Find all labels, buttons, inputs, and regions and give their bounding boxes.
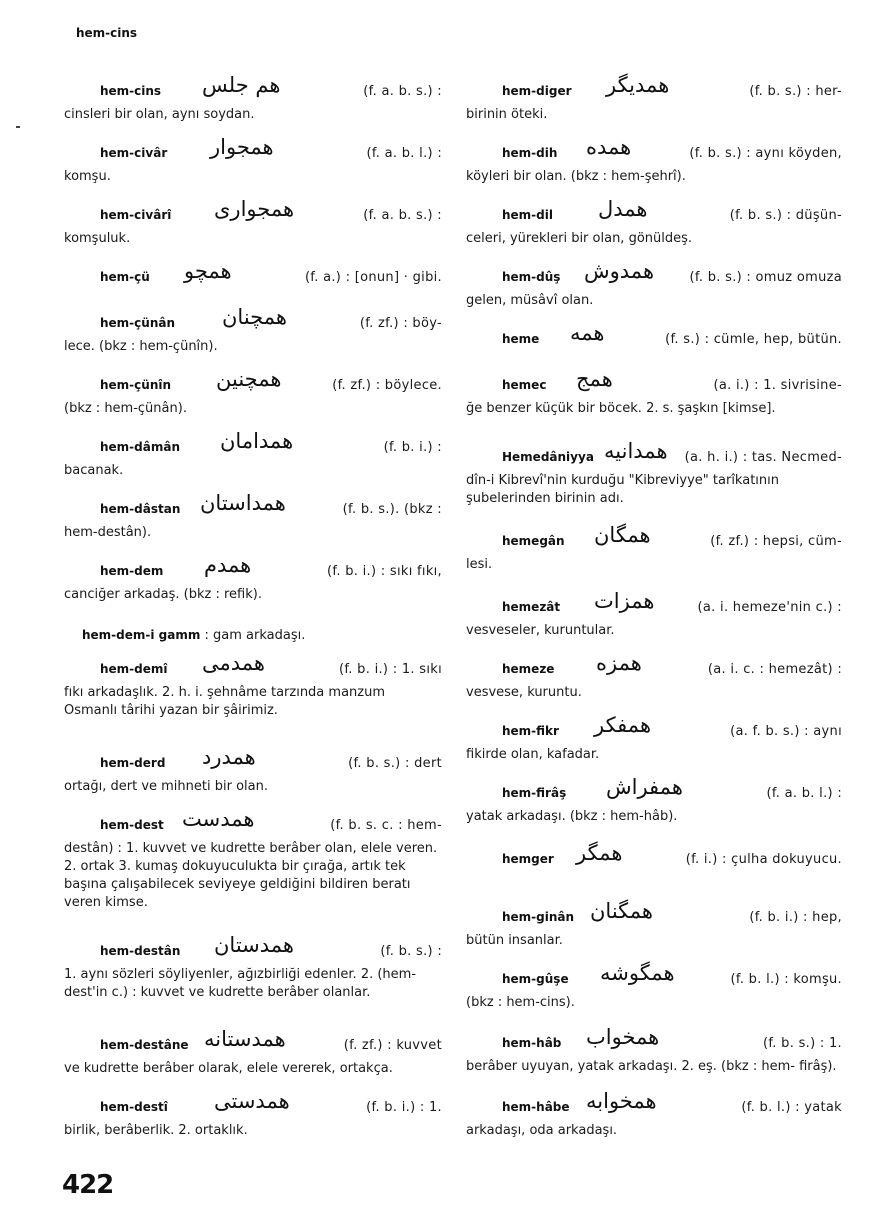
dictionary-entry <box>64 197 442 248</box>
arabic-script: همگوشه <box>600 961 675 985</box>
entry-header-line <box>466 197 842 226</box>
grammar-label: (f. b. s.) : 1. <box>762 1036 842 1051</box>
dictionary-entry <box>466 651 842 702</box>
headword: hem-gûşe <box>502 972 569 986</box>
headword: hem-destâne <box>100 1038 189 1052</box>
grammar-label: (a. i. c. : hemezât) : <box>707 662 842 677</box>
entry-header-line <box>466 259 842 288</box>
arabic-script: همزه <box>596 651 642 675</box>
dictionary-entry <box>64 651 442 720</box>
entry-header-line <box>466 367 842 396</box>
definition-text: : gam arkadaşı. <box>204 628 306 643</box>
entry-header-line <box>64 305 442 334</box>
headword: hem-ginân <box>502 910 575 924</box>
headword: hemger <box>502 852 554 866</box>
grammar-label: (f. b. l.) : yatak <box>741 1100 842 1115</box>
definition-text: lece. (bkz : hem-çünîn). <box>64 339 218 354</box>
grammar-label: (f. b. i.) : sıkı fıkı, <box>327 564 442 579</box>
definition-text: arkadaşı, oda arkadaşı. <box>466 1123 618 1138</box>
headword: hem-dem <box>100 564 164 578</box>
entry-header-line <box>64 1089 442 1118</box>
entry-header-line <box>64 807 442 836</box>
grammar-label: (f. b. i.) : hep, <box>749 910 842 925</box>
headword: hem-fikr <box>502 724 559 738</box>
headword: hem-dem-i gamm <box>82 628 201 642</box>
dictionary-entry <box>466 1089 842 1140</box>
definition-text: komşu. <box>64 169 111 184</box>
dictionary-entry <box>466 367 842 418</box>
definition-text: ve kudrette berâber olarak, elele vererek, ortakça. <box>64 1061 393 1076</box>
dictionary-entry <box>64 553 442 604</box>
dictionary-entry <box>466 135 842 186</box>
grammar-label: (f. s.) : cümle, hep, bütün. <box>665 332 842 347</box>
arabic-script: همدم <box>204 553 252 577</box>
definition-text: gelen, müsâvî olan. <box>466 293 594 308</box>
dictionary-entry <box>466 775 842 826</box>
definition-text: cinsleri bir olan, aynı soydan. <box>64 107 255 122</box>
headword: hem-hâbe <box>502 1100 570 1114</box>
dictionary-entry <box>466 713 842 764</box>
grammar-label: (f. a.) : [onun] · gibi. <box>304 270 442 285</box>
entry-header-line <box>466 523 842 552</box>
dictionary-entry <box>466 259 842 310</box>
entry-header-line <box>64 651 442 680</box>
headword: hemeze <box>502 662 555 676</box>
dictionary-entry <box>466 899 842 950</box>
dictionary-entry <box>466 589 842 640</box>
arabic-script: همدستان <box>214 933 294 957</box>
entry-header-line <box>64 491 442 520</box>
definition-text: vesvese, kuruntu. <box>466 685 582 700</box>
entry-header-line <box>64 135 442 164</box>
grammar-label: (f. b. s.) : her- <box>749 84 842 99</box>
dictionary-entry <box>64 1089 442 1140</box>
headword: hem-firâş <box>502 786 567 800</box>
arabic-script: همه <box>570 321 605 345</box>
grammar-label: (f. b. l.) : komşu. <box>730 972 842 987</box>
headword: hem-derd <box>100 756 166 770</box>
entry-header-line <box>466 439 842 468</box>
entry-header-line <box>64 73 442 102</box>
entry-header-line <box>466 1089 842 1118</box>
headword: hem-destî <box>100 1100 168 1114</box>
arabic-script: همدل <box>598 197 648 221</box>
dictionary-entry <box>64 429 442 480</box>
sub-entry <box>64 626 442 645</box>
arabic-script: همدوش <box>584 259 655 283</box>
headword: hem-dil <box>502 208 553 222</box>
entry-header-line <box>466 589 842 618</box>
headword: hem-dâmân <box>100 440 180 454</box>
margin-mark <box>16 126 20 128</box>
grammar-label: (f. b. s.). (bkz : <box>342 502 442 517</box>
headword: hemec <box>502 378 547 392</box>
grammar-label: (a. i.) : 1. sivrisine- <box>713 378 842 393</box>
arabic-script: همداستان <box>200 491 286 515</box>
definition-text: (bkz : hem-cins). <box>466 995 575 1010</box>
dictionary-entry <box>466 197 842 248</box>
headword: hem-çü <box>100 270 150 284</box>
grammar-label: (f. i.) : çulha dokuyucu. <box>685 852 842 867</box>
dictionary-entry <box>64 807 442 912</box>
definition-text: (bkz : hem-çünân). <box>64 401 187 416</box>
entry-header-line <box>466 651 842 680</box>
arabic-script: هم جلس <box>202 73 281 97</box>
dictionary-entry <box>466 1025 842 1076</box>
headword: hemegân <box>502 534 565 548</box>
arabic-script: همگان <box>594 523 651 547</box>
dictionary-entry <box>466 73 842 124</box>
arabic-script: همدامان <box>220 429 294 453</box>
grammar-label: (a. h. i.) : tas. Necmed- <box>684 450 842 465</box>
grammar-label: (f. a. b. l.) : <box>766 786 842 801</box>
entry-header-line <box>64 745 442 774</box>
page-number: 422 <box>62 1170 114 1200</box>
definition-text: canciğer arkadaş. (bkz : refik). <box>64 587 262 602</box>
arabic-script: همفکر <box>594 713 652 737</box>
entry-header-line <box>64 429 442 458</box>
entry-header-line <box>64 553 442 582</box>
definition-text: berâber uyuyan, yatak arkadaşı. 2. eş. (bkz : hem- firâş). <box>466 1059 837 1074</box>
entry-header-line <box>466 841 842 870</box>
headword: Hemedâniyya <box>502 450 594 464</box>
grammar-label: (f. b. i.) : 1. sıkı <box>338 662 442 677</box>
dictionary-entry <box>466 439 842 508</box>
arabic-script: همدرد <box>202 745 256 769</box>
definition-text: birlik, berâberlik. 2. ortaklık. <box>64 1123 248 1138</box>
entry-header-line <box>466 321 842 350</box>
headword: hem-destân <box>100 944 181 958</box>
dictionary-entry <box>466 523 842 574</box>
arabic-script: همج <box>576 367 613 391</box>
entry-header-line <box>466 961 842 990</box>
dictionary-entry <box>64 73 442 124</box>
dictionary-entry <box>64 367 442 418</box>
grammar-label: (f. b. i.) : <box>383 440 442 455</box>
grammar-label: (f. b. s.) : omuz omuza <box>689 270 842 285</box>
arabic-script: همچنین <box>216 367 282 391</box>
headword: hem-demî <box>100 662 168 676</box>
arabic-script: همخواب <box>586 1025 660 1049</box>
arabic-script: همجوار <box>210 135 274 159</box>
entry-header-line <box>64 259 442 288</box>
grammar-label: (f. zf.) : hepsi, cüm- <box>710 534 842 549</box>
headword: hem-dih <box>502 146 558 160</box>
definition-text: bacanak. <box>64 463 124 478</box>
arabic-script: همچو <box>184 259 232 283</box>
grammar-label: (f. b. s.) : dert <box>348 756 442 771</box>
headword: hemezât <box>502 600 561 614</box>
headword: hem-dûş <box>502 270 561 284</box>
headword: hem-diger <box>502 84 572 98</box>
headword: hem-cins <box>100 84 162 98</box>
definition-text: birinin öteki. <box>466 107 548 122</box>
headword: hem-çünîn <box>100 378 172 392</box>
dictionary-entry <box>466 961 842 1012</box>
entry-header-line <box>466 73 842 102</box>
dictionary-entry <box>64 305 442 356</box>
definition-text: destân) : 1. kuvvet ve kudrette berâber olan, elele veren. 2. ortak 3. kumaş dokuyuculukta bir çırağa, artık tek başına çalışabilecek seviyeye geldiğini bildiren beratı veren kimse. <box>64 841 438 910</box>
definition-text: dîn-i Kibrevî'nin kurduğu "Kibreviyye" tarîkatının şubelerinden birinin adı. <box>466 473 779 506</box>
dictionary-entry <box>64 259 442 288</box>
arabic-script: همدستی <box>214 1089 290 1113</box>
entry-header-line <box>64 1027 442 1056</box>
definition-text: hem-destân). <box>64 525 152 540</box>
arabic-script: همخوابه <box>586 1089 657 1113</box>
definition-text: celeri, yürekleri bir olan, gönüldeş. <box>466 231 693 246</box>
headword: hem-çünân <box>100 316 176 330</box>
headword: hem-civârî <box>100 208 172 222</box>
definition-text: fikirde olan, kafadar. <box>466 747 600 762</box>
dictionary-entry <box>64 933 442 1002</box>
definition-text: 1. aynı sözleri söyliyenler, ağızbirliği edenler. 2. (hem-dest'in c.) : kuvvet ve kudrette berâber olanlar. <box>64 967 417 1000</box>
arabic-script: همدست <box>182 807 255 831</box>
grammar-label: (f. b. i.) : 1. <box>366 1100 442 1115</box>
arabic-script: همدیگر <box>606 73 670 97</box>
grammar-label: (f. zf.) : böy- <box>359 316 442 331</box>
grammar-label: (f. a. b. s.) : <box>363 208 442 223</box>
definition-text: fıkı arkadaşlık. 2. h. i. şehnâme tarzında manzum Osmanlı târihi yazan bir şâirimiz. <box>64 685 386 718</box>
definition-text: vesveseler, kuruntular. <box>466 623 615 638</box>
arabic-script: همچنان <box>222 305 287 329</box>
entry-header-line <box>466 1025 842 1054</box>
grammar-label: (a. f. b. s.) : aynı <box>730 724 842 739</box>
headword: heme <box>502 332 540 346</box>
definition-text: ğe benzer küçük bir böcek. 2. s. şaşkın [kimse]. <box>466 401 776 416</box>
dictionary-entry <box>64 1027 442 1078</box>
headword: hem-dest <box>100 818 164 832</box>
arabic-script: همگر <box>576 841 623 865</box>
entry-header-line <box>466 899 842 928</box>
definition-text: yatak arkadaşı. (bkz : hem-hâb). <box>466 809 678 824</box>
entry-header-line <box>64 197 442 226</box>
dictionary-entry <box>466 321 842 350</box>
definition-text: bütün insanlar. <box>466 933 563 948</box>
grammar-label: (f. b. s.) : <box>380 944 442 959</box>
dictionary-entry <box>64 745 442 796</box>
grammar-label: (f. zf.) : kuvvet <box>343 1038 442 1053</box>
arabic-script: همدمی <box>202 651 265 675</box>
arabic-script: همدستانه <box>204 1027 286 1051</box>
definition-text: komşuluk. <box>64 231 131 246</box>
arabic-script: همدانیه <box>604 439 668 463</box>
arabic-script: همده <box>586 135 632 159</box>
arabic-script: همزات <box>594 589 655 613</box>
headword: hem-hâb <box>502 1036 562 1050</box>
entry-header-line <box>64 933 442 962</box>
dictionary-entry <box>466 841 842 870</box>
definition-text: ortağı, dert ve mihneti bir olan. <box>64 779 268 794</box>
grammar-label: (f. zf.) : böylece. <box>332 378 442 393</box>
grammar-label: (f. b. s. c. : hem- <box>330 818 442 833</box>
definition-text: lesi. <box>466 557 493 572</box>
headword: hem-civâr <box>100 146 168 160</box>
entry-header-line <box>466 713 842 742</box>
arabic-script: همفراش <box>606 775 683 799</box>
grammar-label: (f. b. s.) : düşün- <box>729 208 842 223</box>
entry-header-line <box>64 367 442 396</box>
entry-header-line <box>466 135 842 164</box>
grammar-label: (f. b. s.) : aynı köyden, <box>689 146 842 161</box>
entry-header-line <box>466 775 842 804</box>
arabic-script: همجواری <box>214 197 295 221</box>
running-head: hem-cins <box>76 26 138 40</box>
grammar-label: (f. a. b. s.) : <box>363 84 442 99</box>
arabic-script: همگنان <box>590 899 653 923</box>
headword: hem-dâstan <box>100 502 181 516</box>
dictionary-entry <box>64 491 442 542</box>
dictionary-entry <box>64 135 442 186</box>
grammar-label: (f. a. b. l.) : <box>366 146 442 161</box>
grammar-label: (a. i. hemeze'nin c.) : <box>697 600 842 615</box>
definition-text: köyleri bir olan. (bkz : hem-şehrî). <box>466 169 686 184</box>
